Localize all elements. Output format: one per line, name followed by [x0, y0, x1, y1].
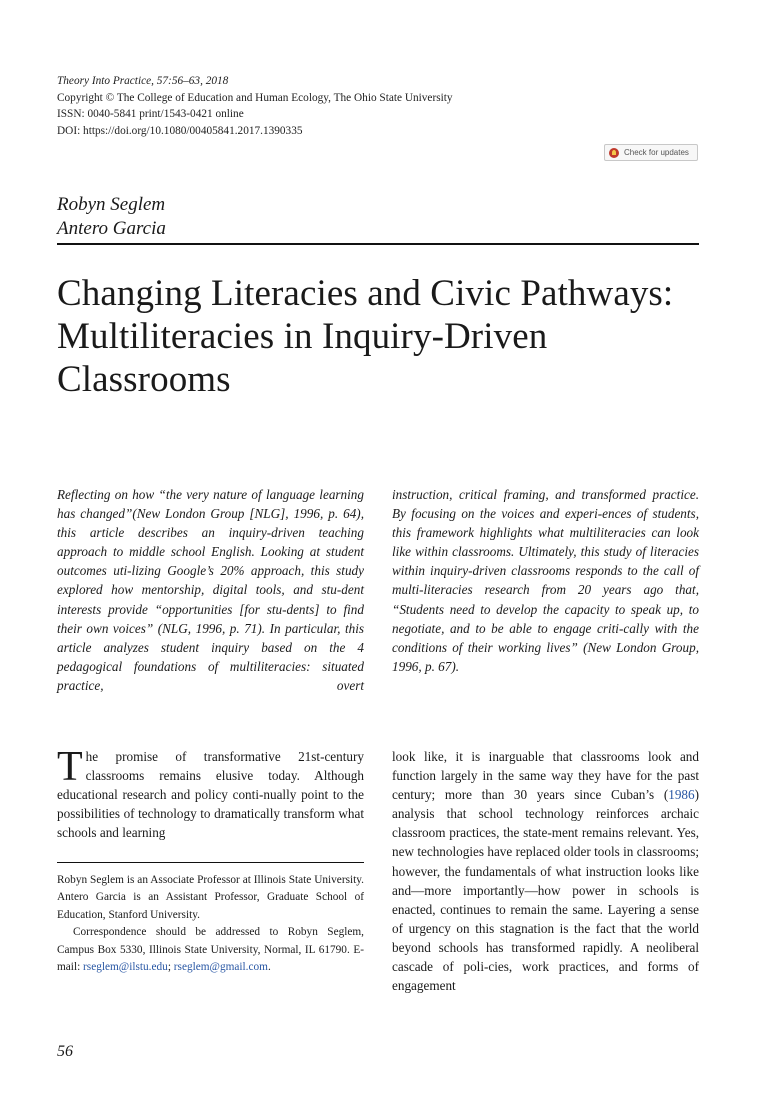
issn-line: ISSN: 0040-5841 print/1543-0421 online: [57, 108, 244, 121]
article-title: Changing Literacies and Civic Pathways: Multiliteracies in Inquiry-Driven Classrooms: [57, 273, 674, 400]
email-link[interactable]: rseglem@ilstu.edu: [83, 961, 168, 974]
author-footnote: [57, 872, 364, 976]
check-for-updates-button[interactable]: [604, 144, 698, 161]
crossmark-icon: [609, 148, 619, 158]
body-left-column: [57, 744, 364, 842]
page-number: 56: [57, 1043, 73, 1060]
body-text: look like, it is inarguable that classrooms look and function largely in the same way they have for the past century; more than 30 years since Cuban’s (: [392, 749, 699, 803]
correspondence-note: [57, 924, 364, 976]
email-link[interactable]: rseglem@gmail.com: [173, 961, 268, 974]
copyright-line: Copyright © The College of Education and Human Ecology, The Ohio State University: [57, 91, 453, 104]
doi-line[interactable]: DOI: https://doi.org/10.1080/00405841.2017.1390335: [57, 124, 303, 137]
citation-link[interactable]: 1986: [668, 787, 695, 803]
article-metadata: [57, 73, 453, 139]
journal-citation: Theory Into Practice, 57:56–63, 2018: [57, 75, 229, 87]
abstract-right-column: instruction, critical framing, and transformed practice. By focusing on the voices and experi-ences of students, this framework highlights what multiliteracies can look like within classrooms. Ultimately, this study of literacies within inquiry-driven classrooms responds to the call of multi-literacies research from 20 years ago that, “Students need to develop the capacity to speak up, to negotiate, and to be able to engage criti-cally with the conditions of their working lives” (New London Group, 1996, p. 67).: [392, 487, 699, 674]
check-for-updates-label: Check for updates: [624, 148, 689, 157]
body-right-column: [392, 747, 699, 995]
separator: ;: [167, 961, 174, 974]
body-text: he promise of transformative 21st-century classrooms remains elusive today. Although educational research and policy conti-nually point to the possibilities of technology to dramatically transform what schools and learning: [57, 749, 364, 841]
author-bio: Robyn Seglem is an Associate Professor at Illinois State University. Antero Garcia is an Assistant Professor, Graduate School of Education, Stanford University.: [57, 874, 364, 921]
header-rule: [57, 243, 699, 245]
author-name: Antero Garcia: [57, 218, 166, 239]
author-name: Robyn Seglem: [57, 194, 166, 215]
drop-cap: T: [57, 744, 83, 790]
author-list: [57, 193, 166, 241]
period: .: [267, 961, 271, 974]
body-text: ) analysis that school technology reinforces archaic classroom practices, the state-ment remains relevant. Yes, new technologies have replaced older tools in classrooms; however, the fundamentals of what instruction looks like and—more importantly—how power in schools is enacted, continues to remain the same. Layering a sense of urgency on this stagnation is the fact that the world beyond schools has transformed rapidly. A neoliberal cascade of poli-cies, work practices, and forms of engagement: [392, 787, 699, 994]
abstract-left-column: Reflecting on how “the very nature of language learning has changed”(New London Group [NLG], 1996, p. 64), this article describes an inquiry-driven teaching approach to middle school English. Looking at student outcomes uti-lizing Google’s 20% approach, this study explored how mentorship, digital tools, and stu-dent interests provide “opportunities [for stu-dents] to find their own voices” (NLG, 1996, p. 71). In particular, this article analyzes student inquiry based on the 4 pedagogical foundations of multiliteracies: situated practice, overt: [57, 487, 364, 693]
correspondence-text: Correspondence should be addressed to Robyn Seglem, Campus Box 5330, Illinois State University, Normal, IL 61790. E-mail:: [57, 926, 364, 974]
footnote-rule: [57, 862, 364, 863]
